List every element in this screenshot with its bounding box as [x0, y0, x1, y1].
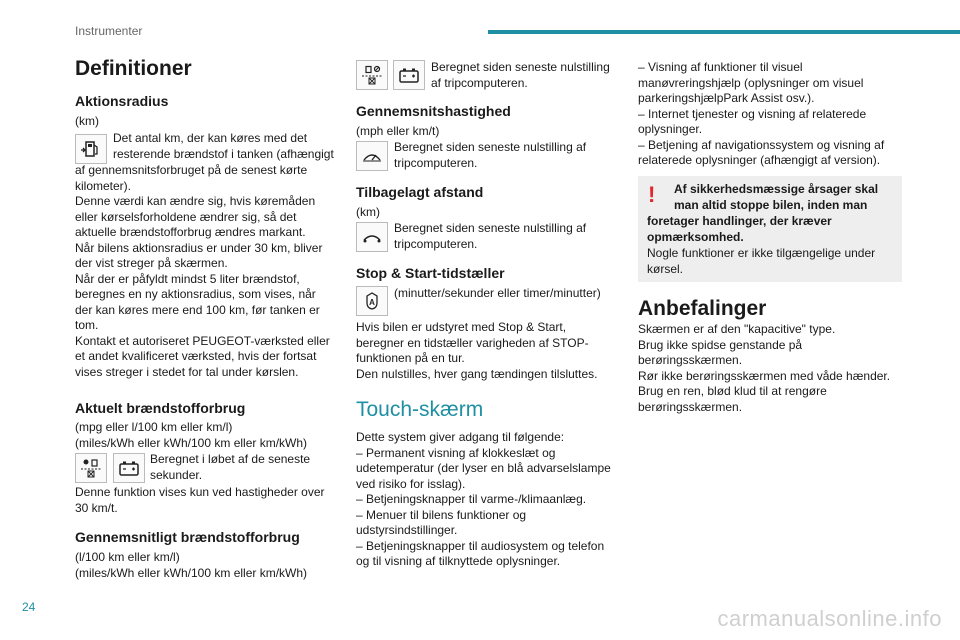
- distance-line-2: tripcomputeren.: [394, 237, 478, 251]
- distance-icon: [356, 222, 388, 252]
- body-line: Når der er påfyldt mindst 5 liter brændstof,: [75, 271, 300, 286]
- body-line: Den nulstilles, hver gang tændingen tilsluttes.: [356, 366, 598, 381]
- fuel-pump-range-icon: [75, 134, 107, 164]
- body-line: funktionen på en tur.: [356, 351, 465, 365]
- aktuelt-note-2: 30 km/t.: [75, 501, 118, 515]
- body-line: – Betjeningsknapper til varme-/klimaanlæg.: [356, 492, 587, 506]
- list-line: – Internet tjenester og visning af relaterede: [638, 106, 867, 121]
- body-line: Rør ikke berøringsskærmen med våde hænder.: [638, 368, 891, 383]
- body-line: Denne værdi kan ændre sig, hvis køremåden: [75, 194, 316, 208]
- header-title: Instrumenter: [75, 24, 143, 38]
- body-line: Hvis bilen er udstyret med Stop & Start,: [356, 320, 567, 334]
- reset-line-2: af tripcomputeren.: [431, 76, 528, 90]
- aktuelt-line-2: sekunder.: [150, 468, 203, 482]
- heading-gennemsnitshastighed: Gennemsnitshastighed: [356, 103, 511, 119]
- aktionsradius-body: [75, 163, 330, 380]
- body-line: beregnes en ny aktionsradius, som vises, når: [75, 287, 316, 301]
- unit-text: (mpg eller l/100 km eller km/l): [75, 420, 233, 434]
- body-line: og til visning af tilknyttede oplysninger.: [356, 554, 561, 568]
- stop-start-timer-icon: [356, 286, 388, 316]
- anbefalinger-body: [638, 322, 890, 415]
- body-line: beregner en tidstæller varigheden af STOP-: [356, 335, 589, 350]
- list-line: relaterede oplysninger (afhængigt af version).: [638, 153, 881, 167]
- body-line: ved risiko for isslag).: [356, 476, 466, 491]
- body-line: Brug ikke spidse genstande på: [638, 337, 803, 352]
- list-line: – Betjening af navigationssystem og visning af: [638, 137, 885, 152]
- body-line: eller kørselsforholdene ændrer sig, så det: [75, 209, 297, 224]
- body-line: et andet kvalificeret værksted, hvis der fortsat: [75, 349, 317, 363]
- section-title-definitioner: Definitioner: [75, 57, 192, 80]
- body-line: udetemperatur (der lyser en blå advarselslampe: [356, 461, 611, 475]
- speedometer-icon: [356, 141, 388, 171]
- warning-line: kørsel.: [647, 262, 683, 276]
- list-line: oplysninger.: [638, 122, 703, 136]
- body-line: Kontakt et autoriseret PEUGEOT-værksted eller: [75, 333, 330, 348]
- section-title-touch-skaerm: Touch-skærm: [356, 398, 484, 421]
- battery-icon: [113, 453, 145, 483]
- body-line: der vist streger på skærmen.: [75, 256, 228, 270]
- body-line: Dette system giver adgang til følgende:: [356, 430, 565, 444]
- stopstart-body: [356, 320, 597, 382]
- speed-line-2: tripcomputeren.: [394, 156, 478, 170]
- list-line: manøvreringshjælp (oplysninger om visuel: [638, 75, 864, 90]
- aktionsradius-line-2: resterende brændstof i tanken (afhængigt: [113, 147, 334, 161]
- body-line: – Menuer til bilens funktioner og: [356, 507, 527, 522]
- body-line: Brug en ren, blød klud til at rengøre: [638, 384, 827, 398]
- warning-bold-line: opmærksomhed.: [647, 230, 744, 244]
- warning-bold-line: Af sikkerhedsmæssige årsager skal: [674, 182, 879, 196]
- warning-bold-line: foretager handlinger, der kræver: [647, 214, 832, 228]
- unit-text: (miles/kWh eller kWh/100 km eller km/kWh): [75, 436, 308, 450]
- heading-aktionsradius: Aktionsradius: [75, 93, 169, 109]
- body-line: der kan køres mere end 100 km, før tanken er: [75, 302, 320, 317]
- warning-bold-line: man altid stoppe bilen, inden man: [674, 198, 868, 212]
- body-line: – Betjeningsknapper til audiosystem og telefon: [356, 538, 605, 553]
- aktuelt-line-1: Beregnet i løbet af de seneste: [150, 452, 311, 466]
- header-accent-bar: [488, 30, 960, 34]
- warning-line: Nogle funktioner er ikke tilgængelige under: [647, 246, 876, 260]
- warning-icon: !: [648, 182, 656, 207]
- body-line: af gennemsnitsforbruget på de senest kørte: [75, 163, 308, 177]
- touch-body: [356, 430, 611, 570]
- unit-text: (km): [356, 205, 380, 219]
- aktuelt-note-1: Denne funktion vises kun ved hastigheder over: [75, 485, 325, 499]
- average-consumption-icon: [356, 60, 388, 90]
- body-line: udstyrsindstillinger.: [356, 523, 458, 537]
- body-line: tom.: [75, 318, 99, 332]
- function-list: [638, 60, 884, 169]
- svg-text:A: A: [369, 298, 375, 307]
- body-line: berøringsskærmen.: [638, 399, 743, 414]
- list-line: – Visning af funktioner til visuel: [638, 60, 803, 74]
- body-line: vises streger i stedet for tal under kørslen.: [75, 364, 299, 379]
- watermark: carmanualsonline.info: [717, 606, 942, 631]
- speed-line-1: Beregnet siden seneste nulstilling af: [394, 140, 587, 154]
- unit-text: (miles/kWh eller kWh/100 km eller km/kWh): [75, 566, 308, 580]
- section-title-anbefalinger: Anbefalinger: [638, 297, 767, 320]
- reset-line-1: Beregnet siden seneste nulstilling: [431, 60, 610, 74]
- unit-text: (km): [75, 114, 99, 128]
- stopstart-unit: (minutter/sekunder eller timer/minutter): [394, 286, 601, 300]
- page-number: 24: [22, 600, 36, 614]
- body-line: Skærmen er af den "kapacitive" type.: [638, 322, 836, 336]
- instant-consumption-icon: [75, 453, 107, 483]
- body-line: Når bilens aktionsradius er under 30 km, bliver: [75, 240, 323, 255]
- heading-aktuelt-forbrug: Aktuelt brændstofforbrug: [75, 400, 246, 416]
- body-line: – Permanent visning af klokkeslæt og: [356, 445, 556, 460]
- body-line: berøringsskærmen.: [638, 353, 743, 367]
- heading-stop-start: Stop & Start-tidstæller: [356, 265, 505, 281]
- warning-box: [638, 176, 902, 282]
- battery-icon: [393, 60, 425, 90]
- unit-text: (mph eller km/t): [356, 124, 440, 138]
- unit-text: (l/100 km eller km/l): [75, 550, 180, 564]
- heading-gennemsnit-forbrug: Gennemsnitligt brændstofforbrug: [75, 529, 300, 545]
- distance-line-1: Beregnet siden seneste nulstilling af: [394, 221, 587, 235]
- aktionsradius-line-1: Det antal km, der kan køres med det: [113, 131, 308, 145]
- heading-tilbagelagt-afstand: Tilbagelagt afstand: [356, 184, 484, 200]
- body-line: aktuelle brændstofforbrug ændres markant.: [75, 225, 306, 239]
- list-line: parkeringshjælpPark Assist osv.).: [638, 91, 815, 105]
- body-line: kilometer).: [75, 178, 132, 193]
